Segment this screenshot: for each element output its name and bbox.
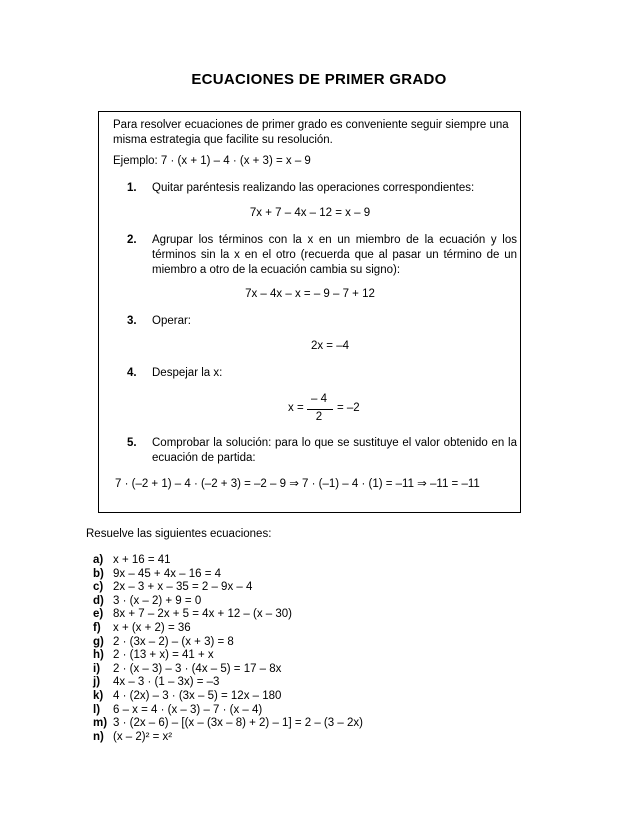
exercise-list — [93, 554, 363, 744]
list-item — [93, 622, 363, 636]
exercise-label: l) — [93, 703, 101, 716]
exercise-equation: x + 16 = 41 — [113, 554, 171, 566]
exercise-label: a) — [93, 554, 104, 566]
exercise-label: e) — [93, 608, 104, 621]
step-text: Operar: — [152, 315, 191, 327]
step-number: 5. — [127, 437, 137, 449]
step-2-equation: 7x – 4x – x = – 9 – 7 + 12 — [245, 288, 375, 300]
list-item — [93, 676, 363, 690]
list-item — [93, 690, 363, 704]
step-1 — [127, 181, 517, 196]
step-3 — [127, 314, 517, 329]
exercise-label: d) — [93, 594, 104, 607]
step-number: 3. — [127, 315, 137, 327]
example-equation: Ejemplo: 7 · (x + 1) – 4 · (x + 3) = x – 9 — [113, 155, 311, 167]
step-number: 4. — [127, 367, 137, 379]
list-item — [93, 704, 363, 718]
exercise-equation: 4 · (2x) – 3 · (3x – 5) = 12x – 180 — [113, 689, 282, 702]
exercises-heading: Resuelve las siguientes ecuaciones: — [86, 528, 272, 540]
fraction-lhs: x = — [288, 402, 304, 414]
exercise-equation: 8x + 7 – 2x + 5 = 4x + 12 – (x – 30) — [113, 608, 293, 621]
step-text: Despejar la x: — [152, 367, 223, 379]
step-1-equation: 7x + 7 – 4x – 12 = x – 9 — [249, 207, 371, 219]
exercise-label: g) — [93, 635, 104, 648]
list-item — [93, 595, 363, 609]
step-number: 1. — [127, 182, 137, 194]
exercise-label: i) — [93, 662, 101, 675]
exercise-equation: 2 · (13 + x) = 41 + x — [113, 649, 214, 662]
step-4 — [127, 366, 517, 381]
exercise-label: m) — [93, 717, 108, 730]
fraction-result: = –2 — [337, 402, 360, 414]
exercise-equation: 4x – 3 · (1 – 3x) = –3 — [113, 676, 220, 689]
page-title: ECUACIONES DE PRIMER GRADO — [191, 71, 447, 88]
list-item — [93, 663, 363, 677]
list-item — [93, 554, 363, 568]
list-item — [93, 717, 363, 731]
step-number: 2. — [127, 234, 137, 246]
exercise-equation: 6 – x = 4 · (x – 3) – 7 · (x – 4) — [113, 703, 263, 716]
intro-text: Para resolver ecuaciones de primer grado es conveniente seguir siempre una misma estrategia que facilite su resolución. — [113, 119, 509, 146]
step-text: Agrupar los términos con la x en un miembro de la ecuación y los términos sin la x en el otro (recuerda que al pasar un término de un miembro a otro de la ecuación cambia su signo): — [152, 234, 517, 276]
exercise-equation: 9x – 45 + 4x – 16 = 4 — [113, 567, 222, 580]
exercise-label: c) — [93, 581, 104, 594]
step-text: Quitar paréntesis realizando las operaciones correspondientes: — [152, 182, 475, 194]
list-item — [93, 568, 363, 582]
list-item — [93, 649, 363, 663]
exercise-label: n) — [93, 730, 104, 743]
exercise-equation: 3 · (x – 2) + 9 = 0 — [113, 594, 202, 607]
exercise-equation: 2 · (3x – 2) – (x + 3) = 8 — [113, 635, 234, 648]
exercise-label: k) — [93, 689, 104, 702]
list-item — [93, 636, 363, 650]
exercise-label: j) — [93, 676, 101, 689]
exercise-label: h) — [93, 649, 104, 662]
fraction-denominator: 2 — [315, 411, 323, 423]
exercise-equation: x + (x + 2) = 36 — [113, 621, 191, 634]
check-line: 7 · (–2 + 1) – 4 · (–2 + 3) = –2 – 9 ⇒ 7 · (–1) – 4 · (1) = –11 ⇒ –11 = –11 — [115, 478, 480, 490]
list-item — [93, 581, 363, 595]
exercise-equation: (x – 2)² = x² — [113, 730, 173, 743]
exercise-equation: 2 · (x – 3) – 3 · (4x – 5) = 17 – 8x — [113, 662, 282, 675]
step-5 — [127, 436, 517, 466]
step-2 — [127, 233, 517, 278]
list-item — [93, 608, 363, 622]
exercise-label: f) — [93, 621, 101, 634]
step-3-equation: 2x = –4 — [310, 340, 350, 352]
fraction-numerator: – 4 — [311, 393, 327, 405]
step-text: Comprobar la solución: para lo que se sustituye el valor obtenido en la ecuación de partida: — [152, 437, 517, 464]
list-item — [93, 731, 363, 745]
exercise-equation: 2x – 3 + x – 35 = 2 – 9x – 4 — [113, 581, 253, 594]
fraction-bar — [307, 409, 333, 410]
exercise-label: b) — [93, 567, 104, 580]
exercise-equation: 3 · (2x – 6) – [(x – (3x – 8) + 2) – 1] = 2 – (3 – 2x) — [113, 717, 363, 730]
